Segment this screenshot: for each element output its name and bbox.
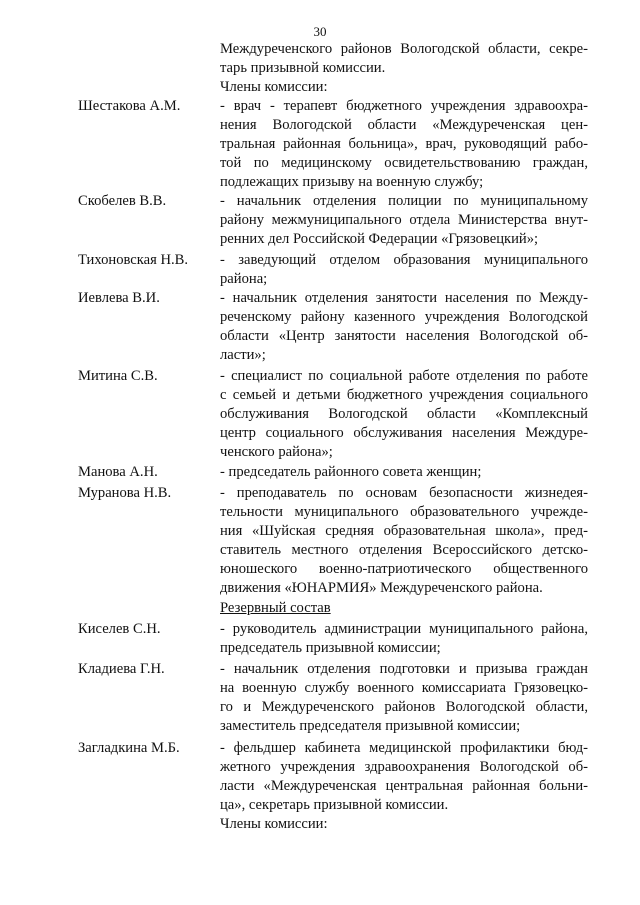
member-description-line: обслуживания Вологодской области «Комплексный: [220, 406, 588, 422]
member-description-line: района;: [220, 271, 268, 287]
member-description-line: - начальник отделения занятости населения по Между-: [220, 290, 588, 306]
reserve-description-line: председатель призывной комиссии;: [220, 640, 441, 656]
member-description-line: ченского района»;: [220, 444, 333, 460]
reserve-description-line: ца», секретарь призывной комиссии.: [220, 797, 449, 813]
member-description-line: - председатель районного совета женщин;: [220, 464, 482, 480]
member-description-line: - заведующий отделом образования муниципального: [220, 252, 588, 268]
reserve-description-line: - руководитель администрации муниципального района,: [220, 621, 588, 637]
member-description-line: тельности муниципального образовательного учрежде-: [220, 504, 588, 520]
intro-continuation-line: Междуреченского районов Вологодской области, секре-: [220, 41, 588, 57]
member-description-line: юношеского военно-патриотического общественного: [220, 561, 588, 577]
member-name-muranova: Муранова Н.В.: [78, 485, 172, 501]
member-description-line: ставитель местного отделения Всероссийского детско-: [220, 542, 588, 558]
members-heading: Члены комиссии:: [220, 79, 328, 95]
reserve-description-line: го и Междуреченского районов Вологодской области,: [220, 699, 588, 715]
member-description-line: ласти»;: [220, 347, 266, 363]
member-description-line: тральная районная больница», врач, руководящий рабо-: [220, 136, 588, 152]
member-description-line: движения «ЮНАРМИЯ» Междуреченского района.: [220, 580, 543, 596]
member-description-line: - врач - терапевт бюджетного учреждения здравоохра-: [220, 98, 588, 114]
reserve-name-kladieva: Кладиева Г.Н.: [78, 661, 165, 677]
member-description-line: - специалист по социальной работе отделения по работе: [220, 368, 588, 384]
reserve-name-kiselev: Киселев С.Н.: [78, 621, 161, 637]
member-description-line: подлежащих призыву на военную службу;: [220, 174, 484, 190]
member-description-line: - преподаватель по основам безопасности жизнедея-: [220, 485, 588, 501]
member-description-line: реченскому району казенного учреждения Вологодской: [220, 309, 588, 325]
member-description-line: с семьей и детьми бюджетного учреждения социального: [220, 387, 588, 403]
member-name-shestakova: Шестакова А.М.: [78, 98, 181, 114]
member-description-line: области «Центр занятости населения Вологодской об-: [220, 328, 588, 344]
reserve-heading: Резервный состав: [220, 600, 331, 616]
reserve-description-line: ласти «Междуреченская центральная районная больни-: [220, 778, 588, 794]
reserve-description-line: - фельдшер кабинета медицинской профилактики бюд-: [220, 740, 588, 756]
reserve-description-line: заместитель председателя призывной комиссии;: [220, 718, 521, 734]
page-number: 30: [313, 24, 327, 39]
member-description-line: ренних дел Российской Федерации «Грязовецкий»;: [220, 231, 539, 247]
member-name-ievleva: Иевлева В.И.: [78, 290, 160, 306]
member-name-mitina: Митина С.В.: [78, 368, 158, 384]
member-name-skobelev: Скобелев В.В.: [78, 193, 167, 209]
reserve-description-line: на военную службу военного комиссариата Грязовецко-: [220, 680, 588, 696]
member-description-line: району межмуниципального отдела Министерства внут-: [220, 212, 588, 228]
reserve-members-heading: Члены комиссии:: [220, 816, 328, 832]
member-description-line: ния «Шуйская средняя образовательная школа», пред-: [220, 523, 588, 539]
reserve-description-line: - начальник отделения подготовки и призыва граждан: [220, 661, 588, 677]
reserve-name-zagladkina: Загладкина М.Б.: [78, 740, 180, 756]
member-description-line: нения Вологодской области «Междуреченская цен-: [220, 117, 588, 133]
member-name-manova: Манова А.Н.: [78, 464, 158, 480]
member-description-line: - начальник отделения полиции по муниципальному: [220, 193, 588, 209]
member-description-line: той по медицинскому освидетельствованию граждан,: [220, 155, 588, 171]
member-description-line: центр социального обслуживания населения Междуре-: [220, 425, 588, 441]
reserve-description-line: жетного учреждения здравоохранения Вологодской об-: [220, 759, 588, 775]
member-name-tikhonovskaya: Тихоновская Н.В.: [78, 252, 189, 268]
intro-continuation-last-line: тарь призывной комиссии.: [220, 60, 386, 76]
